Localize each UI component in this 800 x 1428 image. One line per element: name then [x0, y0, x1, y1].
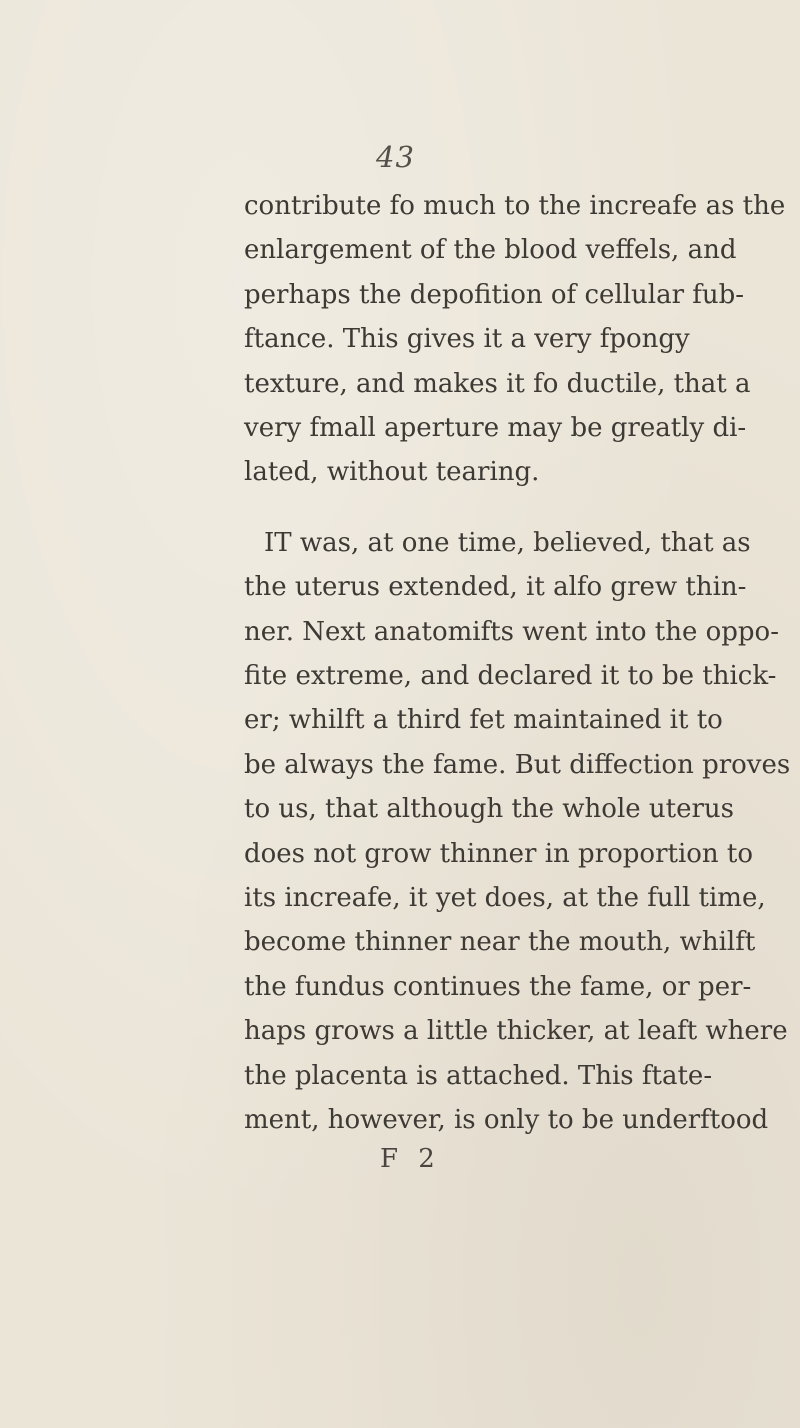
text-line: ner. Next anatomifts went into the oppo- [244, 616, 779, 647]
text-line: does not grow thinner in proportion to [244, 838, 754, 869]
text-line: enlargement of the blood veffels, and [244, 235, 737, 266]
text-line: very fmall aperture may be greatly di- [244, 413, 747, 443]
text-line: the fundus continues the fame, or per- [244, 971, 752, 1002]
text-line: be always the fame. But diffection proves [244, 749, 791, 780]
text-line: lated, without tearing. [244, 457, 540, 488]
text-line: IT was, at one time, believed, that as [264, 527, 751, 558]
text-line: the placenta is attached. This ftate- [244, 1060, 713, 1091]
text-line: ftance. This gives it a very fpongy [244, 324, 690, 355]
text-line: texture, and makes it fo ductile, that a [244, 368, 751, 399]
text-line: ment, however, is only to be underftood [244, 1105, 769, 1135]
text-line: er; whilft a third fet maintained it to [244, 705, 723, 736]
text-line: become thinner near the mouth, whilft [244, 927, 756, 958]
page-number: 43 [376, 140, 415, 174]
text-line: the uterus extended, it alfo grew thin- [244, 572, 747, 603]
text-line: fite extreme, and declared it to be thick- [244, 661, 777, 691]
text-line: to us, that although the whole uterus [244, 794, 735, 825]
text-line: haps grows a little thicker, at leaft where [244, 1016, 788, 1047]
text-line: perhaps the depofition of cellular fub- [244, 279, 745, 310]
signature-mark: F 2 [380, 1144, 441, 1175]
text-line: its increafe, it yet does, at the full time, [244, 883, 766, 913]
text-line: contribute fo much to the increafe as the [244, 191, 786, 221]
